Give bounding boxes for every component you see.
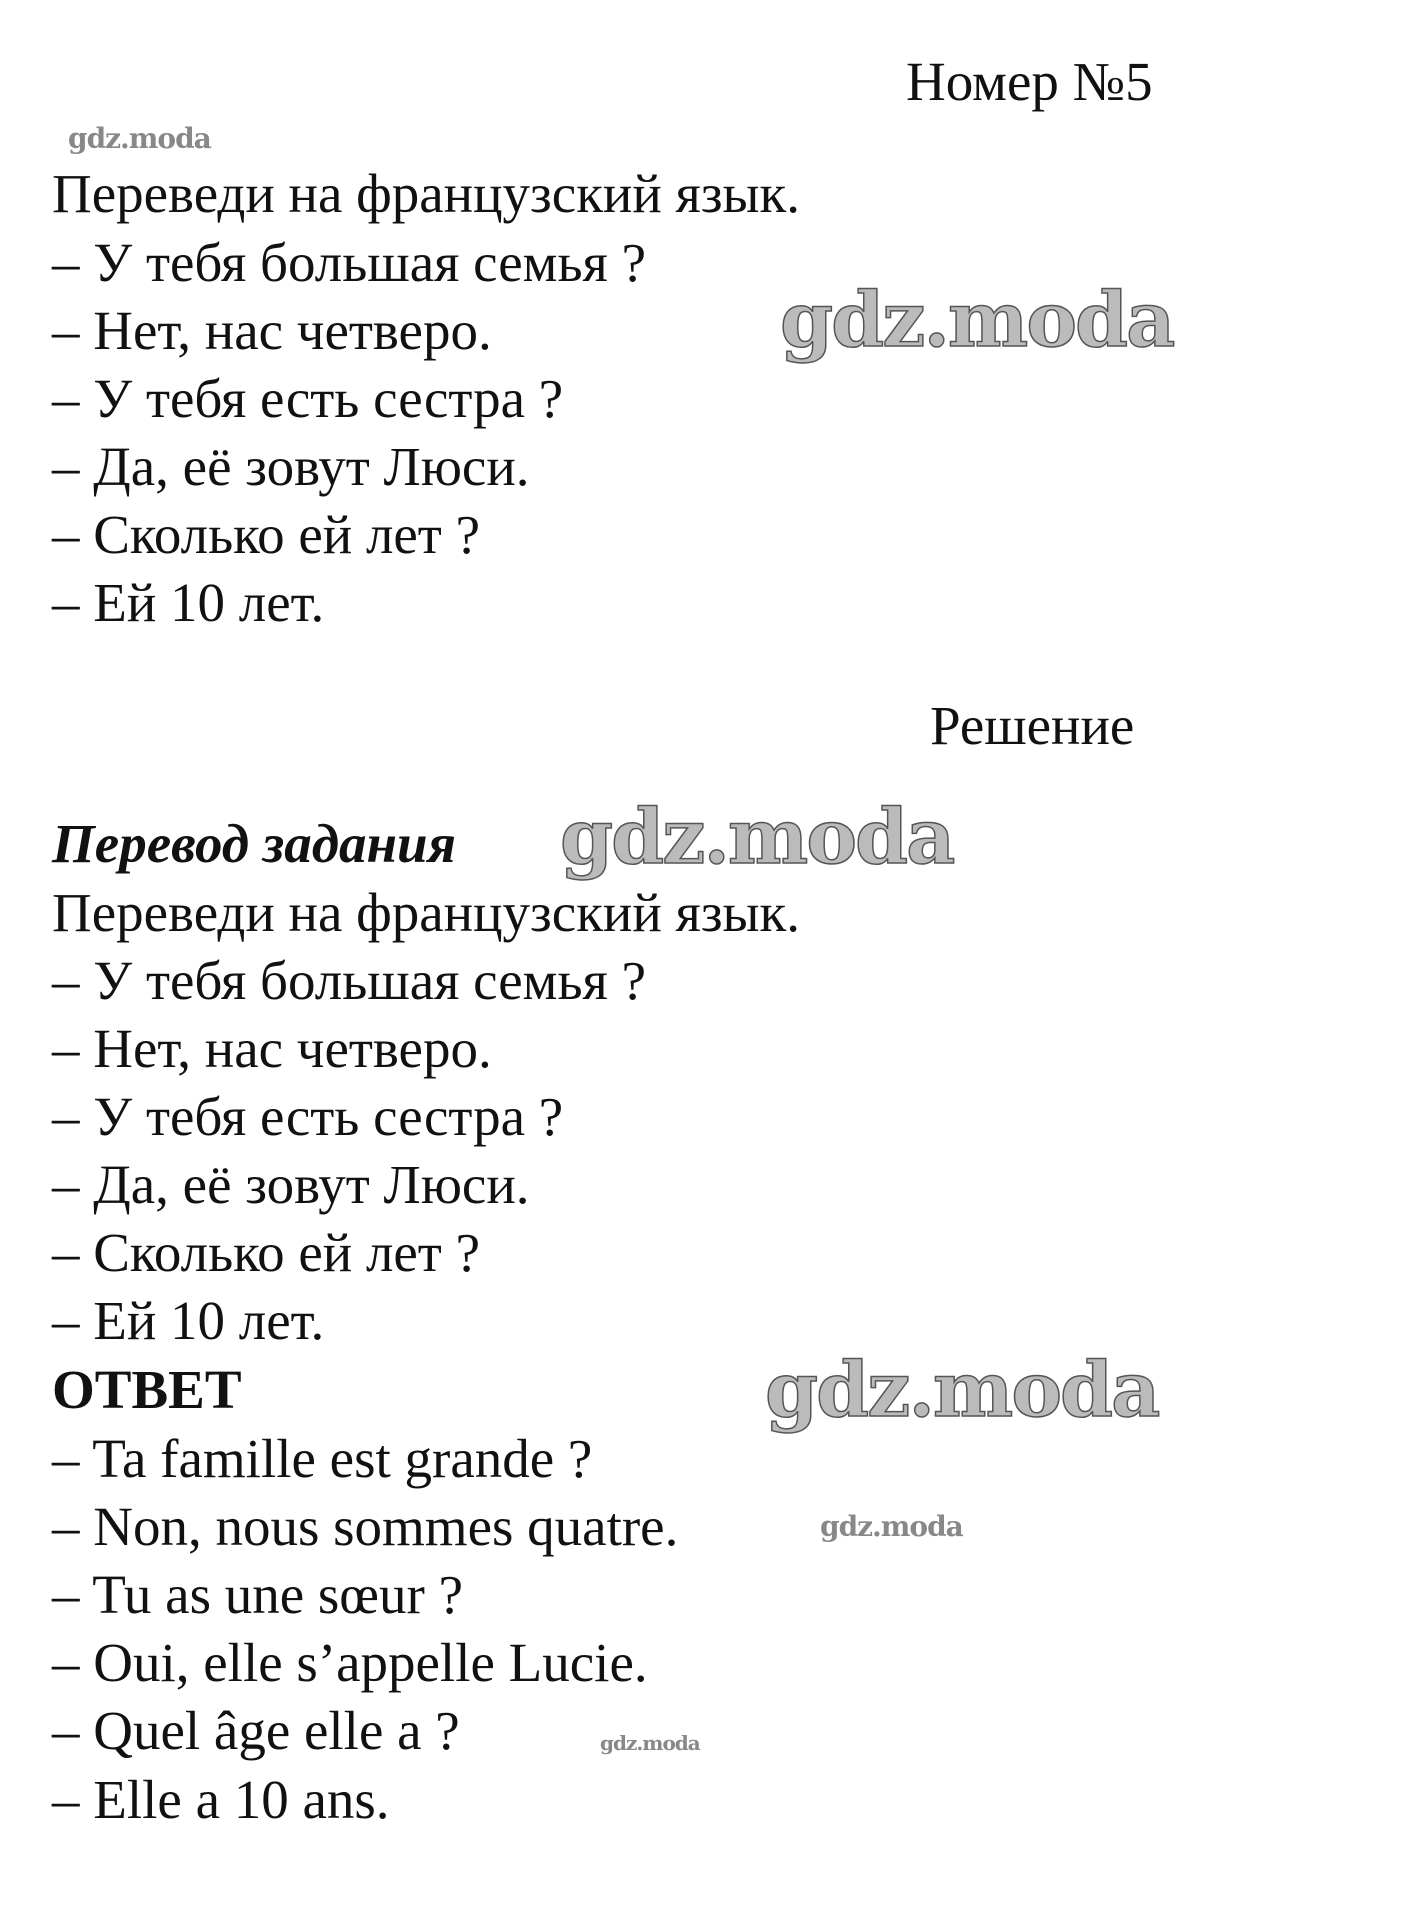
task-line: – У тебя есть сестра ?	[52, 368, 564, 429]
translation-line: – Да, её зовут Люси.	[52, 1154, 530, 1215]
translation-line: – Ей 10 лет.	[52, 1290, 325, 1351]
watermark: gdz.moda	[68, 122, 211, 155]
solution-heading: Решение	[930, 695, 1135, 756]
answer-line: – Oui, elle s’appelle Lucie.	[52, 1632, 648, 1693]
translation-instruction: Переведи на французский язык.	[52, 882, 800, 943]
watermark: gdz.moda	[820, 1510, 963, 1543]
watermark: gdz.moda	[780, 275, 1174, 364]
page-number-title: Номер №5	[906, 51, 1153, 112]
answer-line: – Tu as une sœur ?	[52, 1564, 463, 1625]
watermark: gdz.moda	[560, 792, 954, 881]
translation-heading: Перевод задания	[52, 813, 456, 874]
watermark: gdz.moda	[600, 1731, 700, 1755]
task-line: – Сколько ей лет ?	[52, 504, 480, 565]
task-line: – Ей 10 лет.	[52, 572, 325, 633]
translation-line: – Нет, нас четверо.	[52, 1018, 492, 1079]
task-line: – Нет, нас четверо.	[52, 300, 492, 361]
translation-line: – Сколько ей лет ?	[52, 1222, 480, 1283]
task-instruction: Переведи на французский язык.	[52, 163, 800, 224]
translation-line: – У тебя есть сестра ?	[52, 1086, 564, 1147]
answer-heading: ОТВЕТ	[52, 1359, 242, 1420]
answer-line: – Quel âge elle a ?	[52, 1700, 460, 1761]
translation-line: – У тебя большая семья ?	[52, 950, 646, 1011]
answer-line: – Ta famille est grande ?	[52, 1428, 593, 1489]
answer-line: – Non, nous sommes quatre.	[52, 1496, 679, 1557]
answer-line: – Elle a 10 ans.	[52, 1769, 390, 1830]
task-line: – У тебя большая семья ?	[52, 232, 646, 293]
watermark: gdz.moda	[765, 1345, 1159, 1434]
task-line: – Да, её зовут Люси.	[52, 436, 530, 497]
